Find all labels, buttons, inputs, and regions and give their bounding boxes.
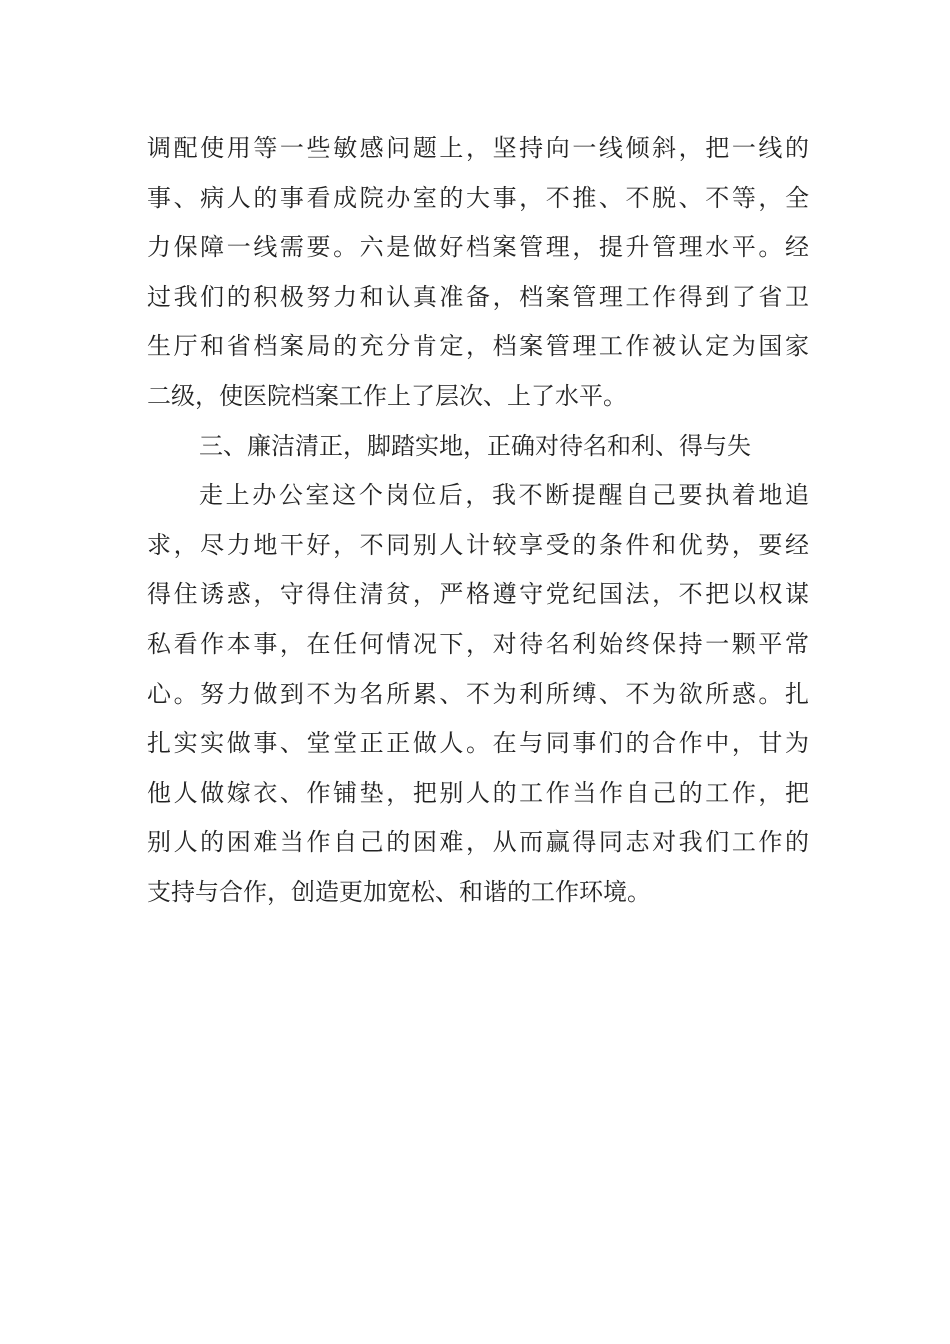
text-line: 走上办公室这个岗位后，我不断提醒自己要执着地追 (199, 481, 809, 510)
text-line: 得住诱惑，守得住清贫，严格遵守党纪国法，不把以权谋 (147, 580, 809, 609)
section-heading: 三、廉洁清正，脚踏实地，正确对待名和利、得与失 (199, 431, 751, 460)
text-line: 二级，使医院档案工作上了层次、上了水平。 (147, 381, 627, 410)
text-line: 心。努力做到不为名所累、不为利所缚、不为欲所惑。扎 (147, 679, 809, 708)
body-text (147, 124, 809, 918)
text-line: 生厅和省档案局的充分肯定，档案管理工作被认定为国家 (147, 332, 809, 361)
text-line: 事、病人的事看成院办室的大事，不推、不脱、不等，全 (147, 183, 809, 212)
text-line: 求，尽力地干好，不同别人计较享受的条件和优势，要经 (147, 530, 809, 559)
text-line: 支持与合作，创造更加宽松、和谐的工作环境。 (147, 877, 651, 906)
text-line: 过我们的积极努力和认真准备，档案管理工作得到了省卫 (147, 282, 809, 311)
text-line: 调配使用等一些敏感问题上，坚持向一线倾斜，把一线的 (147, 134, 809, 162)
text-line: 扎实实做事、堂堂正正做人。在与同事们的合作中，甘为 (147, 729, 809, 758)
text-line: 私看作本事，在任何情况下，对待名利始终保持一颗平常 (147, 629, 809, 658)
text-line: 别人的困难当作自己的困难，从而赢得同志对我们工作的 (147, 828, 809, 857)
text-line: 他人做嫁衣、作铺垫，把别人的工作当作自己的工作，把 (147, 778, 809, 807)
text-line: 力保障一线需要。六是做好档案管理，提升管理水平。经 (147, 233, 809, 262)
